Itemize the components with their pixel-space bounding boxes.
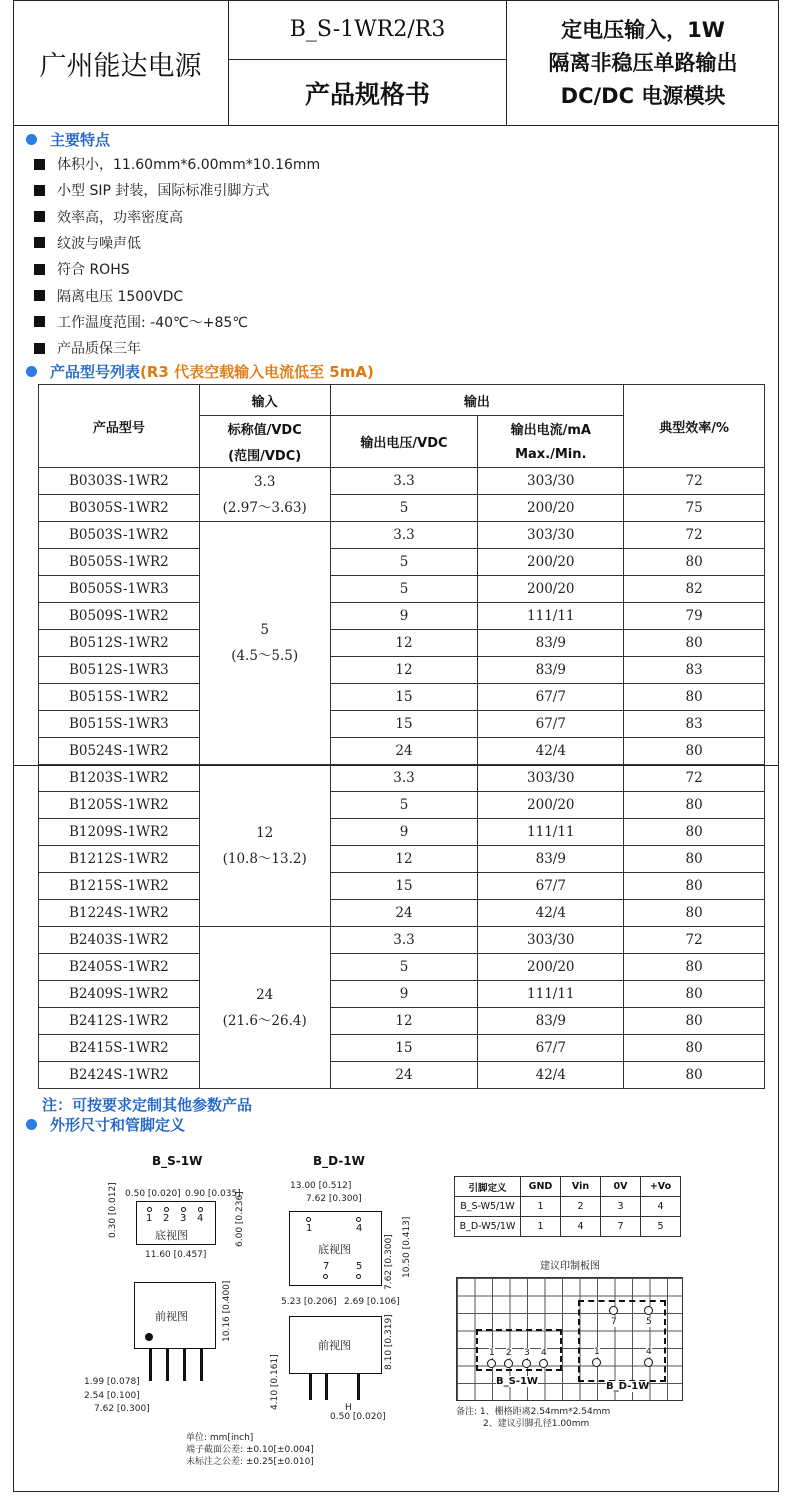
- bs-pin-leg: [200, 1349, 203, 1381]
- square-bullet-icon: [34, 343, 45, 354]
- bullet-dot-icon: [26, 366, 37, 377]
- pin-hole-icon: [198, 1207, 203, 1212]
- cell-output-voltage: 3.3: [330, 765, 478, 792]
- bd-dim-h: H: [345, 1403, 352, 1413]
- cell-output-voltage: 3.3: [330, 927, 478, 954]
- th-output: 输出: [330, 385, 624, 416]
- cell-model: B0512S-1WR3: [39, 657, 200, 684]
- pcb-hole-icon: [592, 1358, 601, 1367]
- input-range: (2.97～3.63): [222, 499, 307, 516]
- cell-efficiency: 80: [624, 1062, 765, 1089]
- bd-pin-leg: [357, 1374, 360, 1400]
- pin-number: 4: [197, 1213, 204, 1224]
- pcb-pin-number: 7: [611, 1317, 617, 1327]
- bs-pin-leg: [166, 1349, 169, 1381]
- pin-table-header: [455, 1177, 681, 1197]
- cell-output-current: 83/9: [478, 630, 624, 657]
- cell-output-voltage: 24: [330, 738, 478, 765]
- model-table-body: [39, 468, 765, 1089]
- cell-output-voltage: 12: [330, 846, 478, 873]
- table-row: [455, 1197, 681, 1217]
- cell-efficiency: 79: [624, 603, 765, 630]
- bs-dim-090: 0.90 [0.035]: [185, 1189, 241, 1199]
- cell-efficiency: 80: [624, 792, 765, 819]
- pin-table-header-cell: Vin: [561, 1177, 601, 1197]
- feature-text: 工作温度范围: -40℃～+85℃: [57, 314, 249, 331]
- cell-efficiency: 80: [624, 738, 765, 765]
- pcb-hole-icon: [539, 1359, 548, 1368]
- cell-model: B0303S-1WR2: [39, 468, 200, 495]
- bs-dim-1016: 10.16 [0.400]: [222, 1280, 232, 1342]
- square-bullet-icon: [34, 316, 45, 327]
- bs-front-view-label: 前视图: [155, 1310, 188, 1323]
- cell-output-voltage: 3.3: [330, 468, 478, 495]
- table-row: [39, 873, 765, 900]
- cell-efficiency: 83: [624, 711, 765, 738]
- cell-output-voltage: 15: [330, 711, 478, 738]
- cell-output-voltage: 9: [330, 603, 478, 630]
- cell-model: B0503S-1WR2: [39, 522, 200, 549]
- cell-output-voltage: 9: [330, 819, 478, 846]
- square-bullet-icon: [34, 290, 45, 301]
- pin-definition-table: [454, 1176, 681, 1237]
- desc-line-3: DC/DC 电源模块: [560, 83, 726, 108]
- cell-output-current: 83/9: [478, 1008, 624, 1035]
- cell-model: B0524S-1WR2: [39, 738, 200, 765]
- pin-number: 2: [163, 1213, 170, 1224]
- cell-model: B0512S-1WR2: [39, 630, 200, 657]
- cell-output-voltage: 15: [330, 684, 478, 711]
- pcb-title: 建议印制板图: [540, 1261, 600, 1272]
- input-range: (4.5～5.5): [231, 648, 299, 664]
- cell-model: B0505S-1WR2: [39, 549, 200, 576]
- pcb-bs-label: B_S-1W: [496, 1376, 538, 1387]
- features-title: 主要特点: [50, 131, 111, 149]
- outline-heading: [26, 1114, 185, 1135]
- bullet-dot-icon: [26, 1119, 37, 1130]
- pin-table-cell: B_D-W5/1W: [455, 1217, 521, 1237]
- cell-efficiency: 72: [624, 927, 765, 954]
- pcb-hole-icon: [504, 1359, 513, 1368]
- cell-efficiency: 80: [624, 981, 765, 1008]
- cell-efficiency: 80: [624, 684, 765, 711]
- cell-efficiency: 80: [624, 1008, 765, 1035]
- pcb-hole-icon: [644, 1306, 653, 1315]
- pcb-pin-number: 1: [594, 1347, 600, 1357]
- model-table: [38, 384, 765, 1089]
- document-type: 产品规格书: [229, 60, 507, 126]
- th-input-range: (范围/VDC): [199, 442, 330, 468]
- bd-dim-810: 8.10 [0.319]: [384, 1314, 394, 1370]
- pin-hole-icon: [356, 1274, 361, 1279]
- table-row: [39, 630, 765, 657]
- cell-output-current: 200/20: [478, 792, 624, 819]
- bd-bottom-view-box: [289, 1211, 382, 1286]
- table-row: [39, 468, 765, 495]
- company-name: 广州能达电源: [13, 0, 229, 126]
- cell-model: B0515S-1WR2: [39, 684, 200, 711]
- feature-text: 效率高，功率密度高: [57, 209, 183, 226]
- models-heading: [26, 361, 374, 382]
- features-heading: [26, 129, 110, 150]
- bs-dim-254: 2.54 [0.100]: [84, 1391, 140, 1401]
- cell-output-current: 111/11: [478, 819, 624, 846]
- cell-efficiency: 80: [624, 819, 765, 846]
- table-row: [39, 576, 765, 603]
- table-row: [39, 1035, 765, 1062]
- pcb-pin-number: 4: [541, 1348, 547, 1358]
- table-row: [455, 1217, 681, 1237]
- cell-output-current: 42/4: [478, 738, 624, 765]
- cell-efficiency: 80: [624, 549, 765, 576]
- table-row: [39, 657, 765, 684]
- cell-output-current: 200/20: [478, 549, 624, 576]
- cell-model: B2412S-1WR2: [39, 1008, 200, 1035]
- bd-footprint: [578, 1300, 666, 1382]
- pin-table-cell: 3: [601, 1197, 641, 1217]
- bs-bottom-view-label: 底视图: [155, 1229, 188, 1242]
- bd-pin-leg: [325, 1374, 328, 1400]
- cell-model: B1209S-1WR2: [39, 819, 200, 846]
- cell-efficiency: 82: [624, 576, 765, 603]
- input-range: (10.8～13.2): [222, 850, 307, 867]
- pin-number: 7: [323, 1261, 330, 1272]
- square-bullet-icon: [34, 237, 45, 248]
- bd-drawing-title: B_D-1W: [313, 1154, 365, 1168]
- pcb-pin-number: 5: [646, 1317, 652, 1327]
- bd-front-view-label: 前视图: [318, 1339, 351, 1352]
- cell-output-voltage: 3.3: [330, 522, 478, 549]
- square-bullet-icon: [34, 159, 45, 170]
- pin-hole-icon: [356, 1217, 361, 1222]
- bs-front-view-box: [134, 1282, 216, 1349]
- cell-output-voltage: 5: [330, 792, 478, 819]
- feature-text: 体积小，11.60mm*6.00mm*10.16mm: [57, 157, 321, 173]
- table-row: [39, 495, 765, 522]
- cell-efficiency: 80: [624, 900, 765, 927]
- cell-model: B2405S-1WR2: [39, 954, 200, 981]
- cell-output-current: 200/20: [478, 576, 624, 603]
- pin-table-header-cell: GND: [521, 1177, 561, 1197]
- table-row: [39, 900, 765, 927]
- outline-title: 外形尺寸和管脚定义: [50, 1116, 186, 1134]
- th-out-current-maxmin: Max./Min.: [478, 442, 624, 468]
- cell-output-voltage: 5: [330, 549, 478, 576]
- tolerance-terminal: 端子截面公差: ±0.10[±0.004]: [186, 1445, 314, 1455]
- th-out-voltage: 输出电压/VDC: [330, 416, 478, 468]
- cell-output-current: 67/7: [478, 873, 624, 900]
- cell-model: B0505S-1WR3: [39, 576, 200, 603]
- pcb-hole-icon: [487, 1359, 496, 1368]
- pin-table-cell: 4: [561, 1217, 601, 1237]
- cell-efficiency: 80: [624, 873, 765, 900]
- cell-output-current: 303/30: [478, 468, 624, 495]
- cell-output-voltage: 12: [330, 1008, 478, 1035]
- table-row: [39, 927, 765, 954]
- pin-hole-icon: [164, 1207, 169, 1212]
- cell-output-current: 200/20: [478, 495, 624, 522]
- cell-output-voltage: 24: [330, 900, 478, 927]
- pin-number: 4: [356, 1223, 363, 1234]
- pin-table-cell: 5: [641, 1217, 681, 1237]
- cell-output-current: 303/30: [478, 927, 624, 954]
- feature-item: [34, 154, 320, 174]
- square-bullet-icon: [34, 264, 45, 275]
- feature-item: [34, 286, 183, 306]
- bd-bottom-view-label: 底视图: [318, 1243, 351, 1256]
- cell-output-voltage: 12: [330, 630, 478, 657]
- input-range: (21.6～26.4): [222, 1012, 307, 1029]
- table-row: [39, 684, 765, 711]
- pin-table-cell: B_S-W5/1W: [455, 1197, 521, 1217]
- square-bullet-icon: [34, 211, 45, 222]
- pin-table-header-cell: +Vo: [641, 1177, 681, 1197]
- table-row: [39, 711, 765, 738]
- input-nominal: 5: [260, 622, 269, 638]
- section-divider: [13, 765, 779, 766]
- cell-model: B1215S-1WR2: [39, 873, 200, 900]
- cell-output-voltage: 5: [330, 495, 478, 522]
- bullet-dot-icon: [26, 134, 37, 145]
- bs-pin-leg: [149, 1349, 152, 1381]
- cell-efficiency: 80: [624, 1035, 765, 1062]
- pin1-marker-icon: [145, 1333, 153, 1341]
- cell-output-voltage: 12: [330, 657, 478, 684]
- pcb-hole-icon: [644, 1358, 653, 1367]
- table-row: [39, 738, 765, 765]
- cell-output-current: 303/30: [478, 765, 624, 792]
- cell-output-voltage: 15: [330, 873, 478, 900]
- cell-model: B2424S-1WR2: [39, 1062, 200, 1089]
- feature-item: [34, 259, 130, 279]
- bd-dim-523: 5.23 [0.206]: [281, 1297, 337, 1307]
- cell-output-voltage: 15: [330, 1035, 478, 1062]
- bs-dim-762: 7.62 [0.300]: [94, 1404, 150, 1414]
- cell-model: B0509S-1WR2: [39, 603, 200, 630]
- feature-item: [34, 180, 269, 200]
- feature-item: [34, 233, 141, 253]
- table-row: [39, 846, 765, 873]
- cell-efficiency: 75: [624, 495, 765, 522]
- bs-dim-600: 6.00 [0.236]: [235, 1191, 245, 1247]
- cell-model: B2403S-1WR2: [39, 927, 200, 954]
- cell-model: B1212S-1WR2: [39, 846, 200, 873]
- feature-text: 纹波与噪声低: [57, 235, 141, 252]
- pcb-note-2: 2、建议引脚孔径1.00mm: [483, 1419, 590, 1429]
- cell-output-current: 200/20: [478, 954, 624, 981]
- table-row: [39, 765, 765, 792]
- model-series: B_S-1WR2/R3: [229, 0, 507, 60]
- cell-efficiency: 83: [624, 657, 765, 684]
- cell-output-voltage: 9: [330, 981, 478, 1008]
- feature-item: [34, 207, 183, 227]
- cell-output-voltage: 5: [330, 576, 478, 603]
- table-row: [39, 819, 765, 846]
- bd-dim-762: 7.62 [0.300]: [306, 1194, 362, 1204]
- feature-text: 产品质保三年: [57, 341, 141, 358]
- product-description: [507, 0, 779, 126]
- table-row: [39, 792, 765, 819]
- cell-model: B1224S-1WR2: [39, 900, 200, 927]
- pin-table-header-cell: 引脚定义: [455, 1177, 521, 1197]
- cell-efficiency: 80: [624, 630, 765, 657]
- input-nominal: 3.3: [253, 473, 276, 490]
- bd-dim-050: 0.50 [0.020]: [330, 1412, 386, 1422]
- unit-note: 单位: mm[inch]: [186, 1433, 254, 1443]
- th-out-current: 输出电流/mA: [478, 416, 624, 442]
- cell-output-current: 42/4: [478, 900, 624, 927]
- pin-number: 3: [180, 1213, 187, 1224]
- feature-item: [34, 312, 248, 332]
- cell-efficiency: 72: [624, 468, 765, 495]
- input-nominal: 12: [256, 824, 274, 841]
- th-model: 产品型号: [39, 385, 200, 468]
- bd-dim-269: 2.69 [0.106]: [344, 1297, 400, 1307]
- pcb-hole-icon: [609, 1306, 618, 1315]
- cell-output-voltage: 24: [330, 1062, 478, 1089]
- models-title-note: (R3 代表空载输入电流低至 5mA): [140, 363, 374, 381]
- pcb-pin-number: 3: [524, 1348, 530, 1358]
- bs-dim-030: 0.30 [0.012]: [108, 1182, 118, 1238]
- bs-dim-050: 0.50 [0.020]: [125, 1189, 181, 1199]
- header-table: [13, 0, 779, 126]
- desc-line-2: 隔离非稳压单路输出: [548, 50, 738, 75]
- bd-dim-762v: 7.62 [0.300]: [384, 1234, 394, 1290]
- desc-line-1: 定电压输入，1W: [561, 17, 725, 42]
- th-input-nominal: 标称值/VDC: [199, 416, 330, 442]
- pin-table-cell: 1: [521, 1197, 561, 1217]
- pcb-grid: [456, 1277, 683, 1401]
- th-input: 输入: [199, 385, 330, 416]
- cell-model: B1203S-1WR2: [39, 765, 200, 792]
- cell-model: B1205S-1WR2: [39, 792, 200, 819]
- cell-efficiency: 72: [624, 765, 765, 792]
- cell-model: B2415S-1WR2: [39, 1035, 200, 1062]
- pin-number: 5: [356, 1261, 363, 1272]
- feature-item: [34, 338, 141, 358]
- cell-input-voltage: [199, 522, 330, 765]
- cell-output-current: 67/7: [478, 711, 624, 738]
- pin-number: 1: [146, 1213, 153, 1224]
- pin-table-header-cell: 0V: [601, 1177, 641, 1197]
- bd-dim-1050: 10.50 [0.413]: [402, 1216, 412, 1278]
- cell-output-current: 67/7: [478, 684, 624, 711]
- cell-input-voltage: [199, 468, 330, 522]
- square-bullet-icon: [34, 185, 45, 196]
- cell-output-current: 83/9: [478, 657, 624, 684]
- models-title: 产品型号列表: [50, 363, 141, 381]
- bd-dim-1300: 13.00 [0.512]: [290, 1181, 352, 1191]
- cell-input-voltage: [199, 765, 330, 927]
- table-row: [39, 1062, 765, 1089]
- cell-input-voltage: [199, 927, 330, 1089]
- pcb-hole-icon: [522, 1359, 531, 1368]
- input-nominal: 24: [256, 986, 274, 1003]
- feature-text: 符合 ROHS: [57, 262, 130, 279]
- bs-drawing-title: B_S-1W: [152, 1154, 203, 1168]
- pcb-pin-number: 1: [489, 1348, 495, 1358]
- feature-text: 小型 SIP 封装，国际标准引脚方式: [57, 183, 270, 200]
- pcb-pin-number: 2: [506, 1348, 512, 1358]
- pcb-pin-number: 4: [646, 1347, 652, 1357]
- cell-model: B0305S-1WR2: [39, 495, 200, 522]
- bd-front-view-box: [289, 1316, 382, 1374]
- bs-pin-leg: [183, 1349, 186, 1381]
- cell-efficiency: 72: [624, 522, 765, 549]
- pin-hole-icon: [306, 1217, 311, 1222]
- pcb-bd-label: B_D-1W: [606, 1381, 650, 1392]
- table-row: [39, 603, 765, 630]
- cell-efficiency: 80: [624, 954, 765, 981]
- cell-output-voltage: 5: [330, 954, 478, 981]
- cell-output-current: 111/11: [478, 981, 624, 1008]
- cell-output-current: 111/11: [478, 603, 624, 630]
- pin-table-cell: 1: [521, 1217, 561, 1237]
- cell-output-current: 67/7: [478, 1035, 624, 1062]
- cell-model: B2409S-1WR2: [39, 981, 200, 1008]
- table-row: [39, 522, 765, 549]
- bs-dim-199: 1.99 [0.078]: [84, 1377, 140, 1387]
- th-efficiency: 典型效率/%: [624, 385, 765, 468]
- table-row: [39, 1008, 765, 1035]
- pin-hole-icon: [147, 1207, 152, 1212]
- bs-dim-1160: 11.60 [0.457]: [145, 1250, 207, 1260]
- pin-hole-icon: [181, 1207, 186, 1212]
- pin-table-cell: 4: [641, 1197, 681, 1217]
- cell-output-current: 303/30: [478, 522, 624, 549]
- pin-table-cell: 2: [561, 1197, 601, 1217]
- feature-text: 隔离电压 1500VDC: [57, 288, 184, 305]
- cell-output-current: 42/4: [478, 1062, 624, 1089]
- table-row: [39, 954, 765, 981]
- cell-efficiency: 80: [624, 846, 765, 873]
- tolerance-general: 未标注之公差: ±0.25[±0.010]: [186, 1457, 314, 1467]
- bd-pin-leg: [309, 1374, 312, 1400]
- pin-number: 1: [306, 1223, 313, 1234]
- table-row: [39, 549, 765, 576]
- pin-table-body: [455, 1177, 681, 1237]
- cell-model: B0515S-1WR3: [39, 711, 200, 738]
- pcb-note-1: 备注: 1、栅格距离2.54mm*2.54mm: [456, 1407, 611, 1417]
- custom-note: 注：可按要求定制其他参数产品: [42, 1096, 253, 1114]
- pin-hole-icon: [323, 1274, 328, 1279]
- table-row: [39, 981, 765, 1008]
- pin-table-cell: 7: [601, 1217, 641, 1237]
- cell-output-current: 83/9: [478, 846, 624, 873]
- bd-dim-410: 4.10 [0.161]: [270, 1354, 280, 1410]
